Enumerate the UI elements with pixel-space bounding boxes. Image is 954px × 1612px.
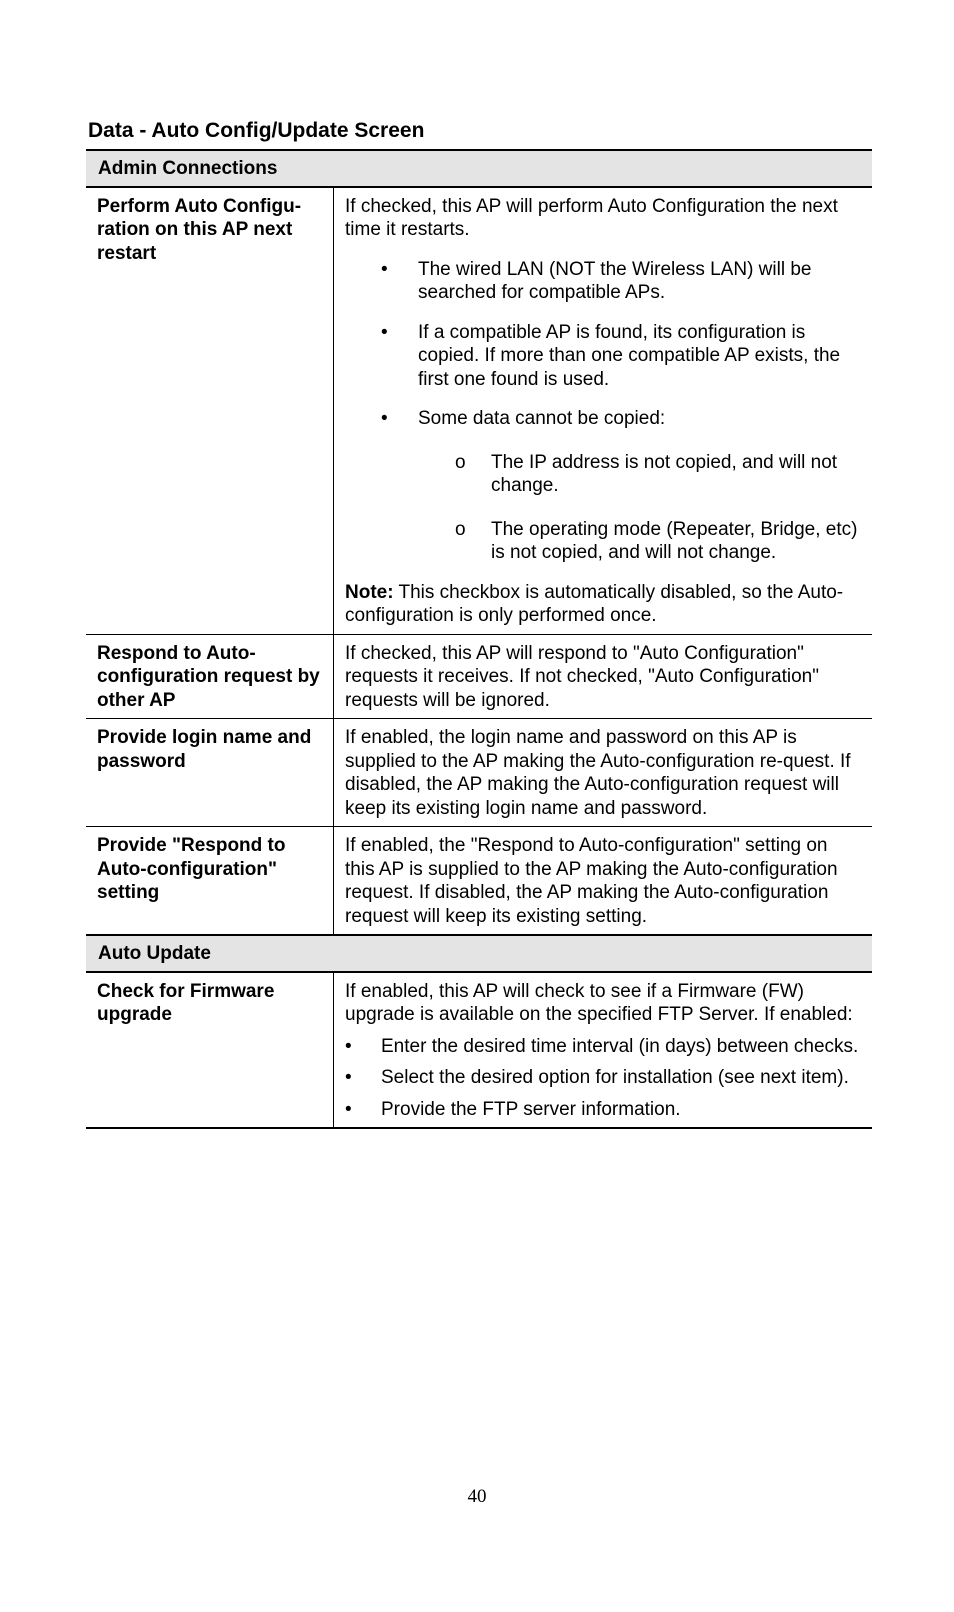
- page-number: 40: [467, 1486, 487, 1507]
- bullet-icon: •: [345, 1035, 352, 1057]
- sub-list-item-text: The operating mode (Repeater, Bridge, etc) is not copied, and will not change.: [491, 518, 858, 563]
- list-item: [345, 1035, 862, 1059]
- note-paragraph: [345, 581, 862, 628]
- description-intro: If checked, this AP will perform Auto Configuration the next time it restarts.: [345, 195, 838, 240]
- table-row: [86, 634, 872, 719]
- page-title: Data - Auto Config/Update Screen: [88, 119, 425, 142]
- row-label-respond-auto-configuration: Respond to Auto-configuration request by other AP: [86, 634, 334, 719]
- description-intro: If enabled, this AP will check to see if a Firmware (FW) upgrade is available on the specified FTP Server. If enabled:: [345, 980, 853, 1025]
- list-item-text: Select the desired option for installation (see next item).: [381, 1067, 849, 1088]
- section-header-admin-connections: Admin Connections: [86, 150, 872, 187]
- section-header-auto-update: Auto Update: [86, 935, 872, 972]
- circle-bullet-icon: o: [455, 518, 466, 540]
- bullet-icon: •: [345, 1098, 352, 1120]
- bullet-icon: •: [381, 408, 388, 429]
- row-label-respond-setting: Provide "Respond to Auto-configuration" setting: [86, 827, 334, 936]
- table-row: [86, 719, 872, 827]
- bullet-icon: •: [345, 1067, 352, 1088]
- bullet-icon: •: [381, 321, 388, 343]
- row-description-firmware-upgrade: [334, 972, 873, 1129]
- row-label-login-password: Provide login name and password: [86, 719, 334, 827]
- row-description-respond-setting: If enabled, the "Respond to Auto-configuration" setting on this AP is supplied to the AP making the Auto-configuration request. If disabled, the AP making the Auto-configuration request will keep its existing setting.: [334, 827, 873, 936]
- sub-list-item: [418, 451, 862, 498]
- row-description-respond-auto-configuration: If checked, this AP will respond to "Auto Configuration" requests it receives. If not checked, "Auto Configuration" requests will be ignored.: [334, 634, 873, 719]
- list-item: [345, 321, 862, 392]
- circle-bullet-icon: o: [455, 451, 466, 473]
- section-header-row: [86, 935, 872, 972]
- list-item: [345, 258, 862, 305]
- sub-list-item-text: The IP address is not copied, and will not change.: [491, 451, 838, 496]
- list-item-text: Provide the FTP server information.: [381, 1098, 681, 1120]
- list-item: [345, 1098, 862, 1122]
- table-row: [86, 827, 872, 936]
- list-item-text: Enter the desired time interval (in days) between checks.: [381, 1035, 859, 1057]
- row-label-firmware-upgrade: Check for Firmware upgrade: [86, 972, 334, 1129]
- list-item: [345, 407, 862, 565]
- sub-list-item: [418, 518, 862, 565]
- table-row: [86, 187, 872, 635]
- sub-bullet-list: [418, 451, 862, 565]
- list-item-text: Some data cannot be copied:: [418, 408, 666, 429]
- bullet-icon: •: [381, 258, 388, 280]
- bullet-list: [345, 258, 862, 565]
- row-description-login-password: If enabled, the login name and password on this AP is supplied to the AP making the Auto-configuration re-quest. If disabled, the AP making the Auto-configuration request will keep its existing login name and password.: [334, 719, 873, 827]
- list-item: [345, 1066, 862, 1090]
- table-row: [86, 972, 872, 1129]
- settings-table: [86, 149, 872, 1129]
- section-header-row: [86, 150, 872, 187]
- row-label-auto-configuration: Perform Auto Configu-ration on this AP next restart: [86, 187, 334, 635]
- note-text: This checkbox is automatically disabled, so the Auto-configuration is only performed once.: [345, 581, 844, 626]
- list-item-text: The wired LAN (NOT the Wireless LAN) will be searched for compatible APs.: [418, 258, 812, 303]
- bullet-list: [345, 1035, 862, 1122]
- note-label: Note:: [345, 581, 394, 603]
- list-item-text: If a compatible AP is found, its configuration is copied. If more than one compatible AP exists, the first one found is used.: [418, 321, 841, 390]
- row-description-auto-configuration: [334, 187, 873, 635]
